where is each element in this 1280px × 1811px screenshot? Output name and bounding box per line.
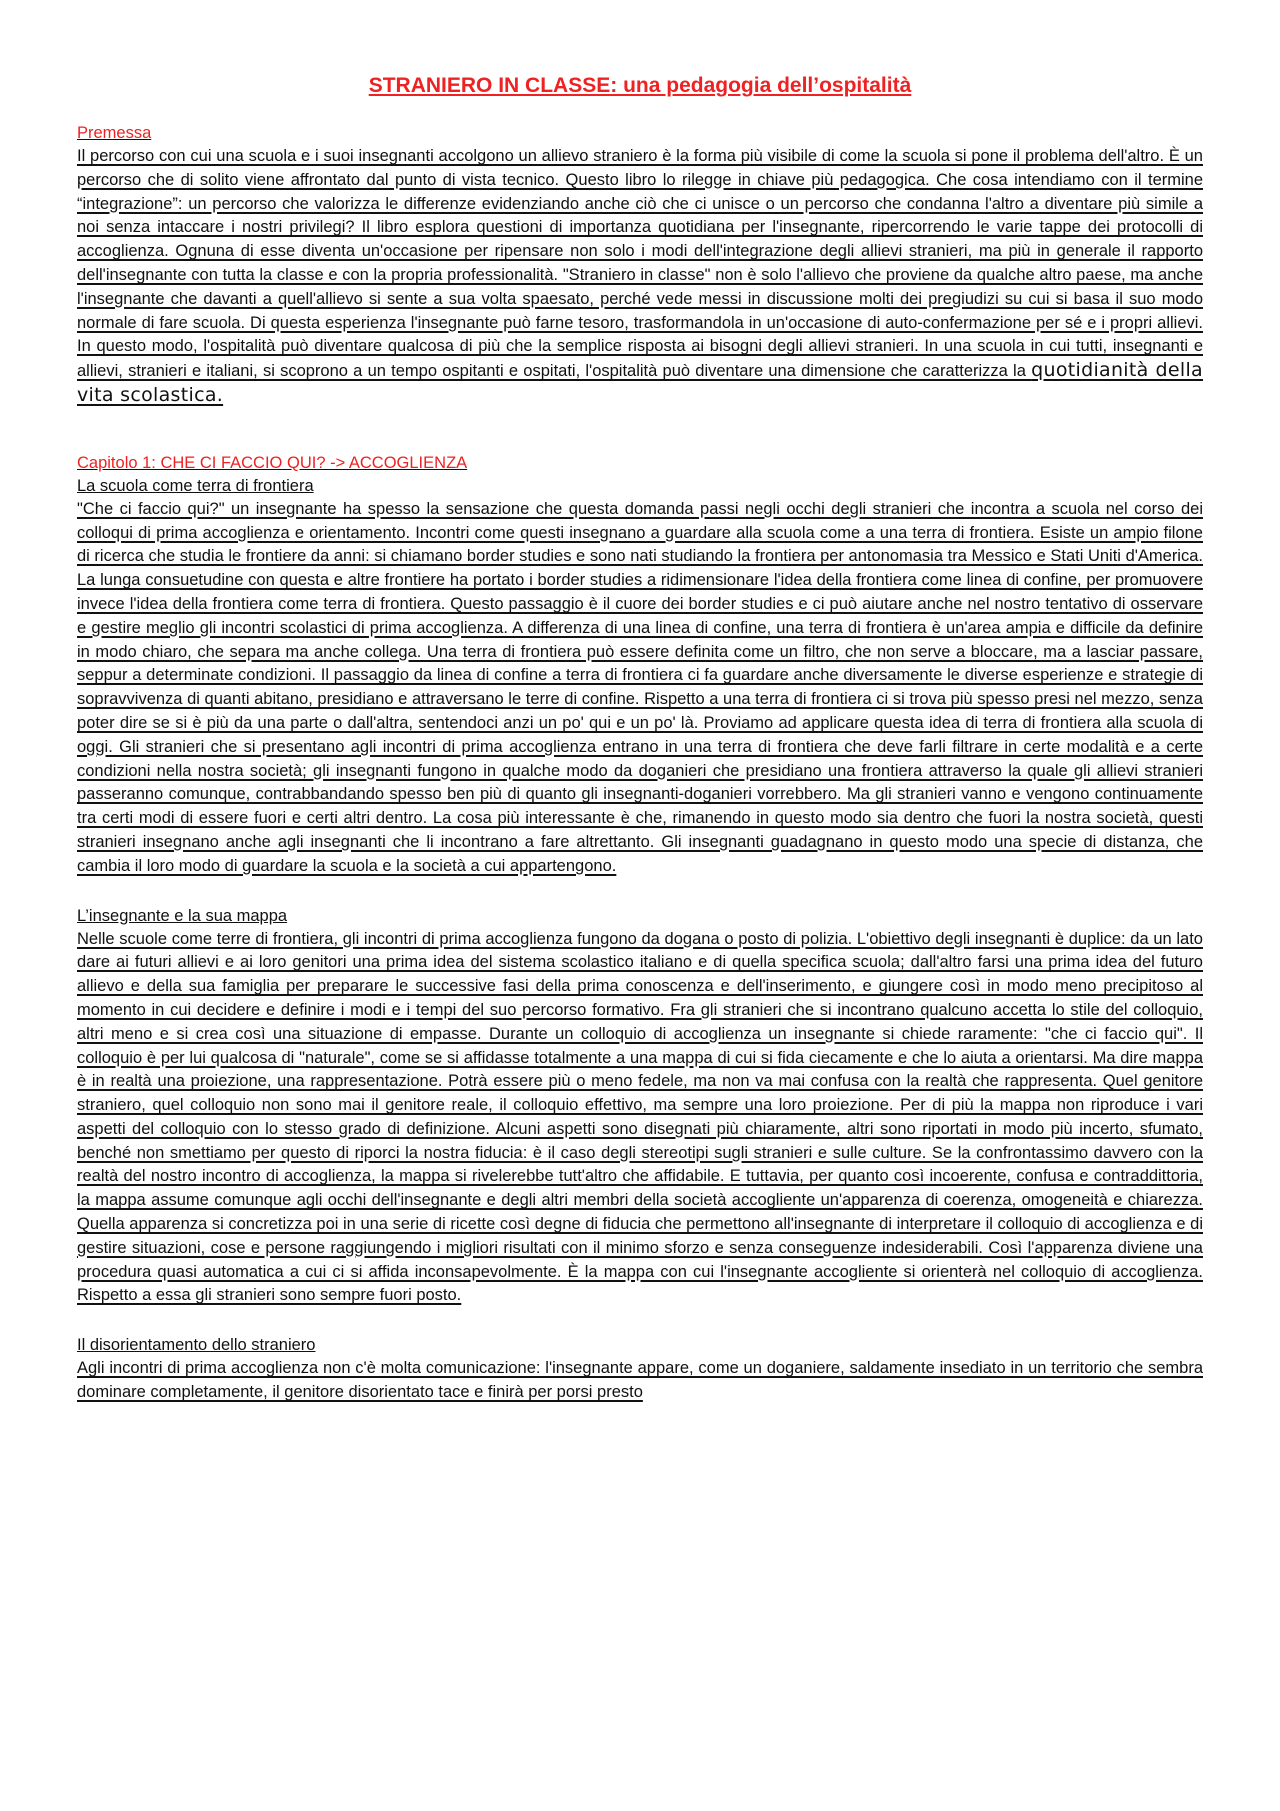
body-disorientamento: Agli incontri di prima accoglienza non c'è molta comunicazione: l'insegnante appare, come un doganiere, saldamente insediato in un territorio che sembra dominare completamente, il genitore disorientato tace e finirà per porsi presto <box>77 1359 1203 1402</box>
premessa-body <box>77 145 1203 409</box>
premessa-heading: Premessa <box>77 124 152 142</box>
body-insegnante-mappa: Nelle scuole come terre di frontiera, gli incontri di prima accoglienza fungono da dogana o posto di polizia. L'obiettivo degli insegnanti è duplice: da un lato dare ai futuri allievi e ai loro genitori una prima idea del sistema scolastico italiano e di quella specifica scuola; dall'altro farsi una prima idea del futuro allievo e della sua famiglia per preparare le successive fasi della prima conoscenza e dell'inserimento, e giungere così in modo meno precipitoso al momento in cui decidere e definire i modi e i tempi del suo percorso formativo. Fra gli stranieri che si incontrano qualcuno accetta lo stile del colloquio, altri meno e si crea così una situazione di empasse. Durante un colloquio di accoglienza un insegnante si chiede raramente: "che ci faccio qui". Il colloquio è per lui qualcosa di "naturale", come se si affidasse totalmente a una mappa di cui si fida ciecamente e che lo aiuta a orientarsi. Ma dire mappa è in realtà una proiezione, una rappresentazione. Potrà essere più o meno fedele, ma non va mai confusa con la realtà che rappresenta. Quel genitore straniero, quel colloquio non sono mai il genitore reale, il colloquio effettivo, ma sempre una loro proiezione. Per di più la mappa non riproduce i vari aspetti del colloquio con lo stesso grado di definizione. Alcuni aspetti sono disegnati più chiaramente, altri sono riportati in modo più incerto, sfumato, benché non smettiamo per questo di riporci la nostra fiducia: è il caso degli stereotipi sugli stranieri e sulle culture. Se la confrontassimo davvero con la realtà del nostro incontro di accoglienza, la mappa si rivelerebbe tutt'altro che affidabile. E tuttavia, per quanto così incoerente, confusa e contraddittoria, la mappa assume comunque agli occhi dell'insegnante e degli altri membri della società accogliente un'apparenza di coerenza, omogeneità e chiarezza. Quella apparenza si concretizza poi in una serie di ricette così degne di fiducia che permettono all'insegnante di interpretare il colloquio di accoglienza e di gestire situazioni, cose e persone raggiungendo i migliori risultati con il minimo sforzo e senza conseguenze indesiderabili. Così l'apparenza diviene una procedura quasi automatica a cui ci si affida inconsapevolmente. È la mappa con cui l'insegnante accogliente si orienterà nel colloquio di accoglienza. Rispetto a essa gli stranieri sono sempre fuori posto. <box>77 929 1203 1305</box>
document-title: STRANIERO IN CLASSE: una pedagogia dell’ospitalità <box>368 74 912 97</box>
subheading-terra-di-frontiera: La scuola come terra di frontiera <box>77 476 314 495</box>
chapter-1-heading: Capitolo 1: CHE CI FACCIO QUI? -> ACCOGLIENZA <box>77 453 468 472</box>
body-terra-di-frontiera: "Che ci faccio qui?" un insegnante ha spesso la sensazione che questa domanda passi negli occhi degli stranieri che incontra a scuola nel corso dei colloqui di prima accoglienza e orientamento. Incontri come questi insegnano a guardare alla scuola come a una terra di frontiera. Esiste un ampio filone di ricerca che studia le frontiere da anni: si chiamano border studies e sono nati studiando la frontiera per antonomasia tra Messico e Stati Uniti d'America. La lunga consuetudine con questa e altre frontiere ha portato i border studies a ridimensionare l'idea della frontiera come linea di confine, per promuovere invece l'idea della frontiera come terra di frontiera. Questo passaggio è il cuore dei border studies e ci può aiutare anche nel nostro tentativo di osservare e gestire meglio gli incontri scolastici di prima accoglienza. A differenza di una linea di confine, una terra di frontiera è un'area ampia e difficile da definire in modo chiaro, che separa ma anche collega. Una terra di frontiera può essere definita come un filtro, che non serve a bloccare, ma a lasciar passare, seppur a determinate condizioni. Il passaggio da linea di confine a terra di frontiera ci fa guardare anche diversamente le diverse esperienze e strategie di sopravvivenza di quanti abitano, presidiano e attraversano le terre di confine. Rispetto a una terra di frontiera ci si trova più spesso presi nel mezzo, senza poter dire se si è più da una parte o dall'altra, sentendoci anzi un po' qui e un po' là. Proviamo ad applicare questa idea di terra di frontiera alla scuola di oggi. Gli stranieri che si presentano agli incontri di prima accoglienza entrano in una terra di frontiera che deve farli filtrare in certe modalità e a certe condizioni nella nostra società; gli insegnanti fungono in qualche modo da doganieri che presidiano una frontiera attraverso la quale gli allievi stranieri passeranno comunque, contrabbandando spesso ben più di quanto gli insegnanti-doganieri vorrebbero. Ma gli stranieri vanno e vengono continuamente tra certi modi di essere fuori e certi altri dentro. La cosa più interessante è che, rimanendo in questo modo sia dentro che fuori la nostra società, questi stranieri insegnano anche agli insegnanti che li incontrano a fare altrettanto. Gli insegnanti guadagnano in questo modo una specie di distanza, che cambia il loro modo di guardare la scuola e la società a cui appartengono. <box>77 499 1203 875</box>
premessa-text: Il percorso con cui una scuola e i suoi insegnanti accolgono un allievo straniero è la forma più visibile di come la scuola si pone il problema dell'altro. È un percorso che di solito viene affrontato dal punto di vista tecnico. Questo libro lo rilegge in chiave più pedagogica. Che cosa intendiamo con il termine “integrazione”: un percorso che valorizza le differenze evidenziando anche ciò che ci unisce o un percorso che condanna l'altro a diventare più simile a noi senza intaccare i nostri privilegi? Il libro esplora questioni di importanza quotidiana per l'insegnante, ripercorrendo le varie tappe dei protocolli di accoglienza. Ognuna di esse diventa un'occasione per ripensare non solo i modi dell'integrazione degli allievi stranieri, ma più in generale il rapporto dell'insegnante con tutta la classe e con la propria professionalità. "Straniero in classe" non è solo l'allievo che proviene da qualche altro paese, ma anche l'insegnante che davanti a quell'allievo si sente a sua volta spaesato, perché vede messi in discussione molti dei pregiudizi su cui si basa il suo modo normale di fare scuola. Di questa esperienza l'insegnante può farne tesoro, trasformandola in un'occasione di auto-confermazione per sé e i propri allievi. In questo modo, l'ospitalità può diventare qualcosa di più che la semplice risposta ai bisogni degli allievi stranieri. In una scuola in cui tutti, insegnanti e allievi, stranieri e italiani, si scoprono a un tempo ospitanti e ospitati, l'ospitalità può diventare una dimensione che caratterizza la <box>77 147 1203 381</box>
section-premessa <box>77 122 1203 409</box>
premessa-text-tail: quotidianità della vita scolastica. <box>77 359 1204 406</box>
document-page <box>77 72 1203 1405</box>
section-chapter-1 <box>77 452 1203 1405</box>
subheading-disorientamento: Il disorientamento dello straniero <box>77 1336 316 1355</box>
subheading-insegnante-mappa: L’insegnante e la sua mappa <box>77 906 288 925</box>
